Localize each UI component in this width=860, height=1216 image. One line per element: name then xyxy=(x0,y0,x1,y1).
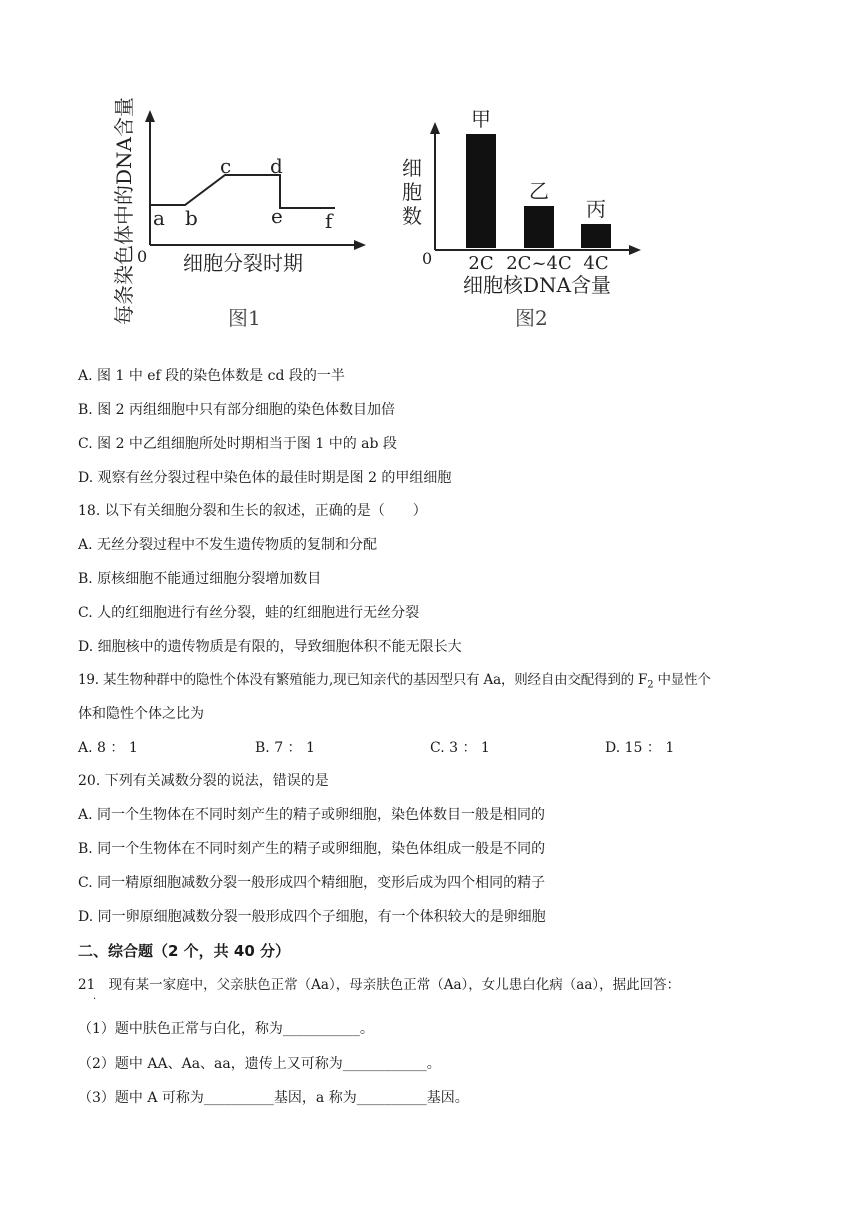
q21-sub-3: （3）题中 A 可称为__________基因，a 称为__________基因。 xyxy=(78,1090,469,1106)
q17-option-b: B. 图 2 丙组细胞中只有部分细胞的染色体数目加倍 xyxy=(78,402,395,418)
fig2-caption: 图2 xyxy=(515,306,548,330)
q21-sub-1: （1）题中肤色正常与白化，称为___________。 xyxy=(78,1021,374,1037)
fig1-point-c: c xyxy=(220,154,232,178)
fig2-x-tick-1: 2C xyxy=(468,253,494,274)
q20-option-a: A. 同一个生物体在不同时刻产生的精子或卵细胞，染色体数目一般是相同的 xyxy=(78,807,546,823)
q21-sub-2: （2）题中 AA、Aa、aa，遗传上又可称为____________。 xyxy=(78,1056,441,1072)
fig1-x-label: 细胞分裂时期 xyxy=(183,251,303,275)
q19-option-c: C. 3 ： 1 xyxy=(430,740,490,756)
q18-option-d: D. 细胞核中的遗传物质是有限的，导致细胞体积不能无限长大 xyxy=(78,639,462,655)
section-2-heading: 二、综合题（2 个，共 40 分） xyxy=(78,942,290,960)
fig1-point-f: f xyxy=(325,209,333,233)
fig1-y-arrow xyxy=(145,110,155,122)
q19-option-b: B. 7 ： 1 xyxy=(255,740,315,756)
figure-1 xyxy=(112,97,366,330)
fig2-origin: 0 xyxy=(422,249,433,268)
fig1-origin: 0 xyxy=(137,247,148,266)
fig2-y-label-char-1: 细 xyxy=(402,156,422,180)
q19-option-d: D. 15 ： 1 xyxy=(605,740,675,756)
q17-option-a: A. 图 1 中 ef 段的染色体数是 cd 段的一半 xyxy=(78,368,345,384)
q19-stem-line2: 体和隐性个体之比为 xyxy=(78,706,204,722)
q17-option-c: C. 图 2 中乙组细胞所处时期相当于图 1 中的 ab 段 xyxy=(78,436,397,452)
q17-option-d: D. 观察有丝分裂过程中染色体的最佳时期是图 2 的甲组细胞 xyxy=(78,470,452,486)
fig2-bar-label-2: 乙 xyxy=(529,179,549,203)
fig1-point-a: a xyxy=(153,206,165,230)
q20-option-c: C. 同一精原细胞减数分裂一般形成四个精细胞，变形后成为四个相同的精子 xyxy=(78,875,546,891)
fig1-y-label: 每条染色体中的DNA含量 xyxy=(112,97,136,325)
fig2-y-arrow xyxy=(430,122,440,134)
q18-option-c: C. 人的红细胞进行有丝分裂，蛙的红细胞进行无丝分裂 xyxy=(78,605,420,621)
fig2-y-label-char-2: 胞 xyxy=(402,180,422,204)
figures-area xyxy=(0,80,860,340)
fig2-bar-label-3: 丙 xyxy=(586,197,606,221)
fig2-bar-label-1: 甲 xyxy=(471,107,491,131)
fig2-bar-3 xyxy=(581,224,611,248)
fig2-bar-1 xyxy=(466,134,496,248)
q18-stem: 18. 以下有关细胞分裂和生长的叙述，正确的是（ ） xyxy=(78,503,427,519)
q19-stem xyxy=(78,670,711,696)
q20-option-b: B. 同一个生物体在不同时刻产生的精子或卵细胞，染色体组成一般是不同的 xyxy=(78,841,546,857)
fig2-x-tick-3: 4C xyxy=(583,253,609,274)
fig1-x-arrow xyxy=(354,240,366,250)
fig1-point-e: e xyxy=(271,204,283,228)
figure-2 xyxy=(402,107,641,330)
fig1-point-b: b xyxy=(185,206,198,230)
q18-option-a: A. 无丝分裂过程中不发生遗传物质的复制和分配 xyxy=(78,537,378,553)
fig1-curve xyxy=(150,175,335,208)
q20-stem: 20. 下列有关减数分裂的说法，错误的是 xyxy=(78,773,329,789)
fig2-x-arrow xyxy=(629,245,641,255)
fig2-bar-2 xyxy=(524,206,554,248)
q21-stem: 21 现有某一家庭中，父亲肤色正常（Aa），母亲肤色正常（Aa），女儿患白化病（aa），据此回答： xyxy=(78,977,681,993)
fig2-x-tick-2: 2C~4C xyxy=(506,253,572,274)
q19-option-a: A. 8 ： 1 xyxy=(78,740,138,756)
fig1-caption: 图1 xyxy=(228,306,261,330)
fig2-x-label: 细胞核DNA含量 xyxy=(463,273,611,297)
q19-stem-part1: 19. 某生物种群中的隐性个体没有繁殖能力,现已知亲代的基因型只有 Aa，则经自由交配得到的 F xyxy=(78,672,648,688)
q19-stem-subscript: 2 xyxy=(647,679,654,691)
q21-number-dot: · xyxy=(93,994,97,1005)
q20-option-d: D. 同一卵原细胞减数分裂一般形成四个子细胞，有一个体积较大的是卵细胞 xyxy=(78,909,546,925)
fig1-point-d: d xyxy=(270,154,283,178)
q19-stem-part2: 中显性个 xyxy=(653,672,711,688)
fig2-y-label-char-3: 数 xyxy=(402,204,422,228)
q18-option-b: B. 原核细胞不能通过细胞分裂增加数目 xyxy=(78,571,322,587)
